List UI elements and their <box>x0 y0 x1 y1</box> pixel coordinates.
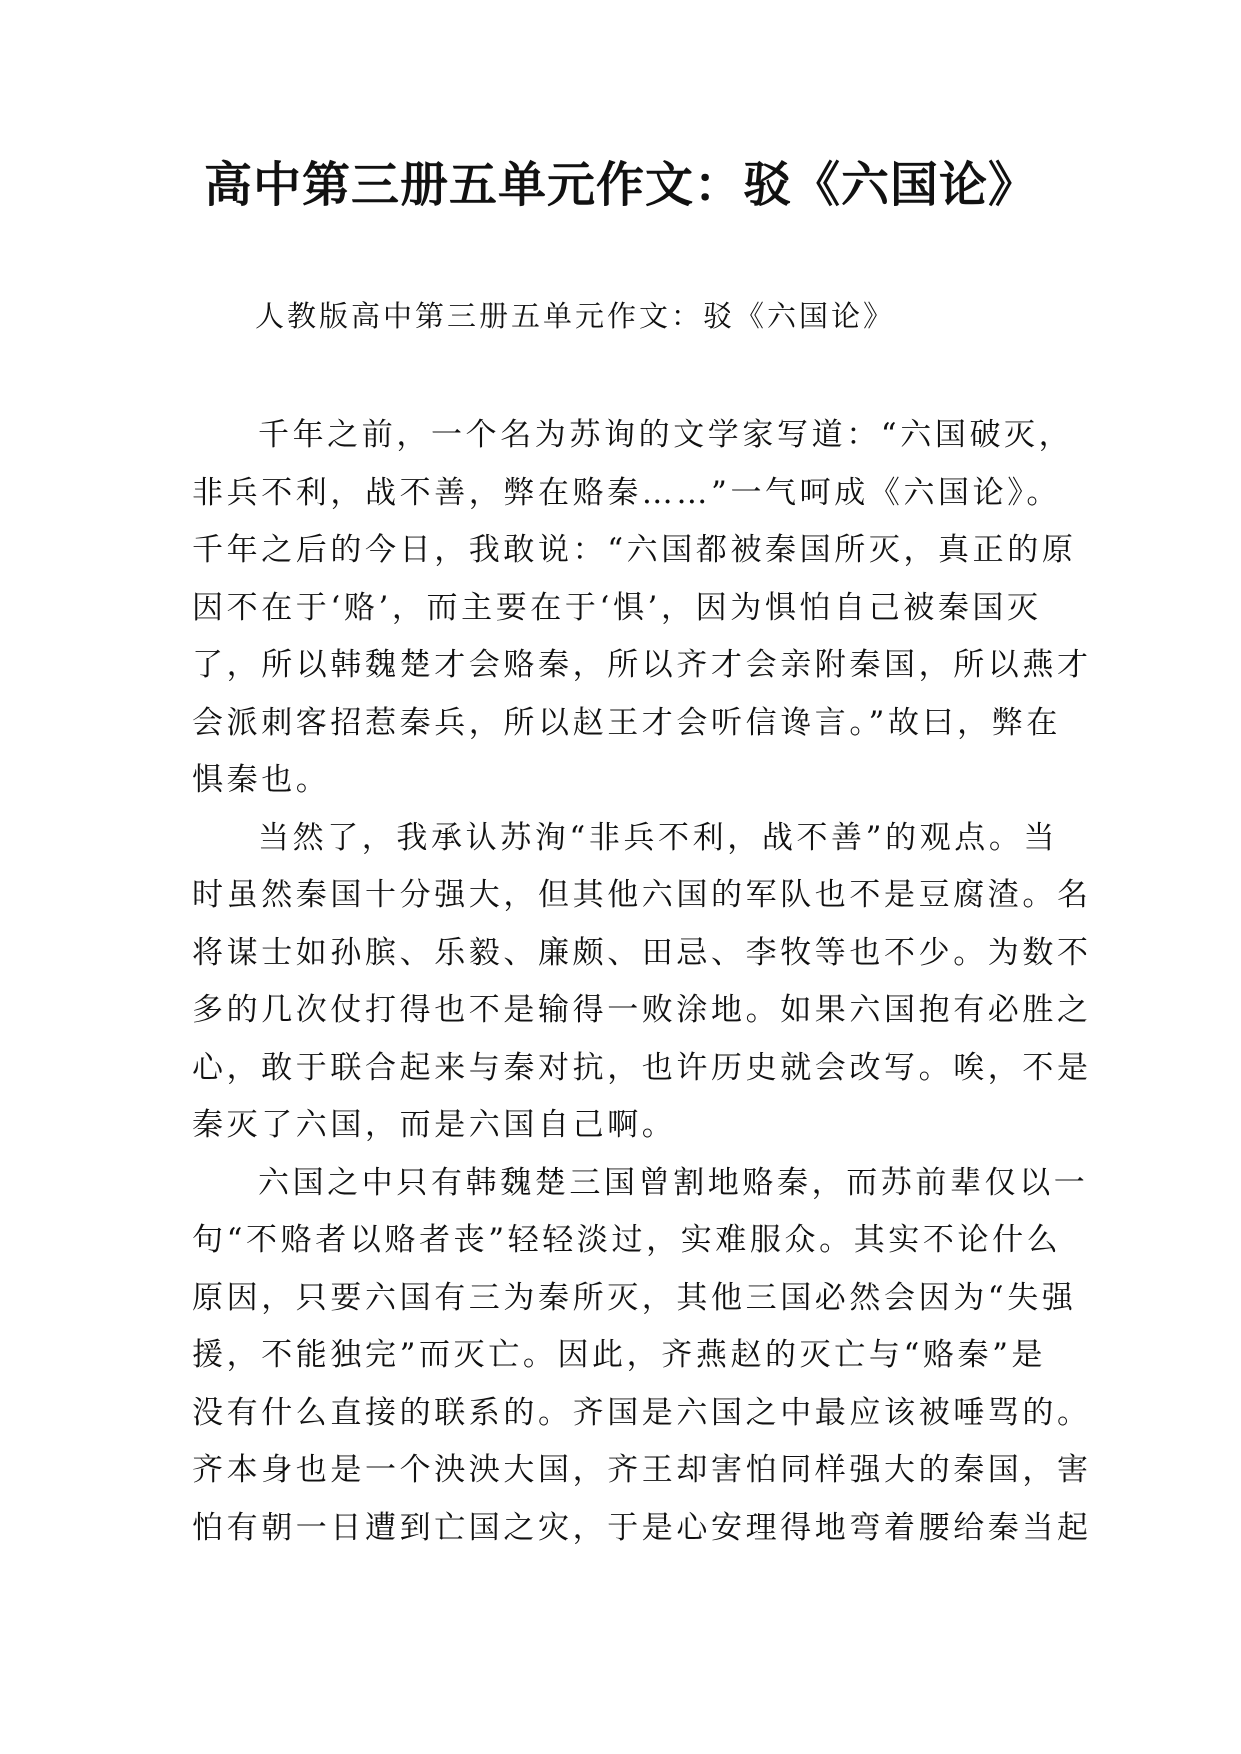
paragraph-line: 惧秦也。 <box>192 762 331 798</box>
paragraph-line: 非兵不利，战不善，弊在赂秦……”一气呵成《六国论》。 <box>192 474 1061 511</box>
paragraph-line: 没有什么直接的联系的。齐国是六国之中最应该被唾骂的。 <box>192 1394 1092 1431</box>
paragraph-line: 多的几次仗打得也不是输得一败涂地。如果六国抱有必胜之 <box>192 992 1092 1028</box>
paragraph-line: 千年之前，一个名为苏询的文学家写道：“六国破灭， <box>258 417 1074 453</box>
paragraph-line: 千年之后的今日，我敢说：“六国都被秦国所灭，真正的原 <box>192 532 1077 568</box>
essay-paragraph <box>192 1155 1092 1558</box>
essay-paragraph <box>192 810 1092 1155</box>
paragraph-line: 心，敢于联合起来与秦对抗，也许历史就会改写。唉，不是 <box>192 1049 1092 1086</box>
paragraph-line: 时虽然秦国十分强大，但其他六国的军队也不是豆腐渣。名 <box>192 877 1092 913</box>
paragraph-line: 当然了，我承认苏洵“非兵不利，战不善”的观点。当 <box>258 819 1059 856</box>
document-title: 高中第三册五单元作文：驳《六国论》 <box>203 157 1037 213</box>
paragraph-line: 秦灭了六国，而是六国自己啊。 <box>192 1107 677 1143</box>
paragraph-line: 齐本身也是一个泱泱大国，齐王却害怕同样强大的秦国，害 <box>192 1452 1092 1488</box>
essay-paragraph <box>192 407 1092 810</box>
paragraph-line: 将谋士如孙膑、乐毅、廉颇、田忌、李牧等也不少。为数不 <box>192 934 1092 971</box>
paragraph-line: 原因，只要六国有三为秦所灭，其他三国必然会因为“失强 <box>192 1279 1077 1316</box>
paragraph-line: 六国之中只有韩魏楚三国曾割地赂秦，而苏前辈仅以一 <box>258 1164 1089 1201</box>
essay-body <box>192 407 1092 1557</box>
document-subtitle: 人教版高中第三册五单元作文：驳《六国论》 <box>255 299 896 333</box>
paragraph-line: 怕有朝一日遭到亡国之灾，于是心安理得地弯着腰给秦当起 <box>192 1509 1092 1546</box>
paragraph-line: 了，所以韩魏楚才会赂秦，所以齐才会亲附秦国，所以燕才 <box>192 647 1092 683</box>
paragraph-line: 援，不能独完”而灭亡。因此，齐燕赵的灭亡与“赂秦”是 <box>192 1337 1047 1373</box>
paragraph-line: 句“不赂者以赂者丧”轻轻淡过，实难服众。其实不论什么 <box>192 1222 1062 1258</box>
paragraph-line: 因不在于‘赂’，而主要在于‘惧’，因为惧怕自己被秦国灭 <box>192 589 1042 626</box>
paragraph-line: 会派刺客招惹秦兵，所以赵王才会听信谗言。”故曰，弊在 <box>192 704 1061 741</box>
